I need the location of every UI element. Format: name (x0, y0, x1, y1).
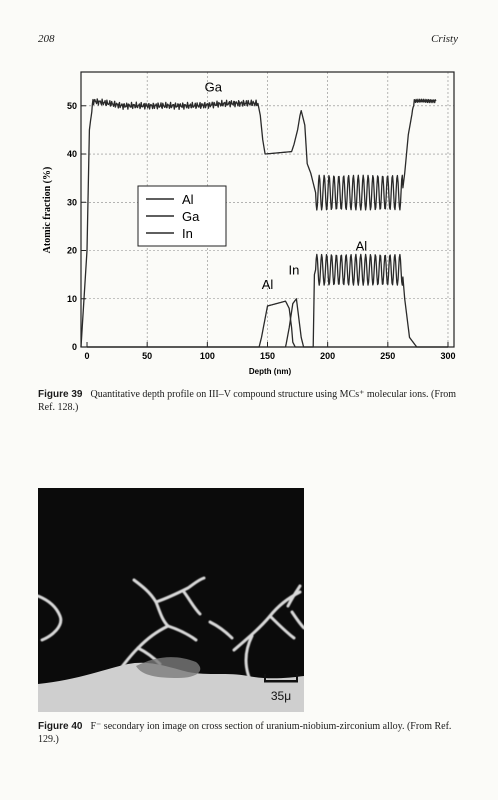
y-tick-label: 10 (66, 293, 77, 304)
y-tick-label: 0 (71, 342, 77, 352)
x-tick-label: 50 (142, 351, 153, 361)
x-tick-label: 100 (199, 351, 215, 361)
y-tick-label: 40 (66, 149, 77, 160)
chart-series (81, 99, 448, 347)
x-axis-label: Depth (nm) (248, 367, 292, 376)
annotation-al: Al (261, 277, 274, 293)
x-tick-label: 0 (84, 351, 90, 361)
scale-bar-tick-right (296, 674, 298, 682)
figure-40-caption (38, 720, 468, 746)
x-tick-label: 250 (380, 351, 396, 361)
y-axis-label: Atomic fraction (%) (42, 166, 53, 254)
chart-ticks (67, 101, 456, 361)
figure-40-label: Figure 40 (38, 721, 83, 732)
figure-39-caption-text: Quantitative depth profile on III–V compound structure using MCs⁺ molecular ions. (From Ref. 128.) (38, 389, 457, 413)
y-tick-label: 30 (66, 197, 77, 208)
chart-legend (138, 186, 226, 246)
y-tick-label: 50 (66, 100, 77, 111)
scale-bar-tick-left (264, 674, 266, 682)
legend-label-in: In (182, 226, 193, 241)
figure-40-caption-text: F⁻ secondary ion image on cross section of uranium-niobium-zirconium alloy. (From Ref. 129.) (38, 721, 452, 745)
figure-39-caption (38, 388, 468, 414)
series-line-ga (81, 99, 436, 347)
scale-bar (264, 680, 298, 683)
scale-bar-label: 35μ (270, 689, 292, 703)
x-tick-label: 200 (320, 351, 336, 361)
y-tick-label: 20 (66, 245, 77, 256)
x-tick-label: 300 (440, 351, 456, 361)
page-number: 208 (38, 33, 55, 45)
annotation-ga: Ga (204, 79, 223, 95)
annotation-al: Al (355, 238, 368, 254)
legend-label-ga: Ga (182, 209, 200, 224)
depth-profile-chart (38, 68, 468, 388)
figure-39-label: Figure 39 (38, 389, 83, 400)
annotation-in: In (288, 262, 300, 278)
legend-label-al: Al (182, 192, 194, 207)
secondary-ion-image (38, 488, 304, 712)
running-head: Cristy (431, 33, 458, 45)
micrograph-drawing (38, 488, 304, 712)
x-tick-label: 150 (259, 351, 276, 361)
